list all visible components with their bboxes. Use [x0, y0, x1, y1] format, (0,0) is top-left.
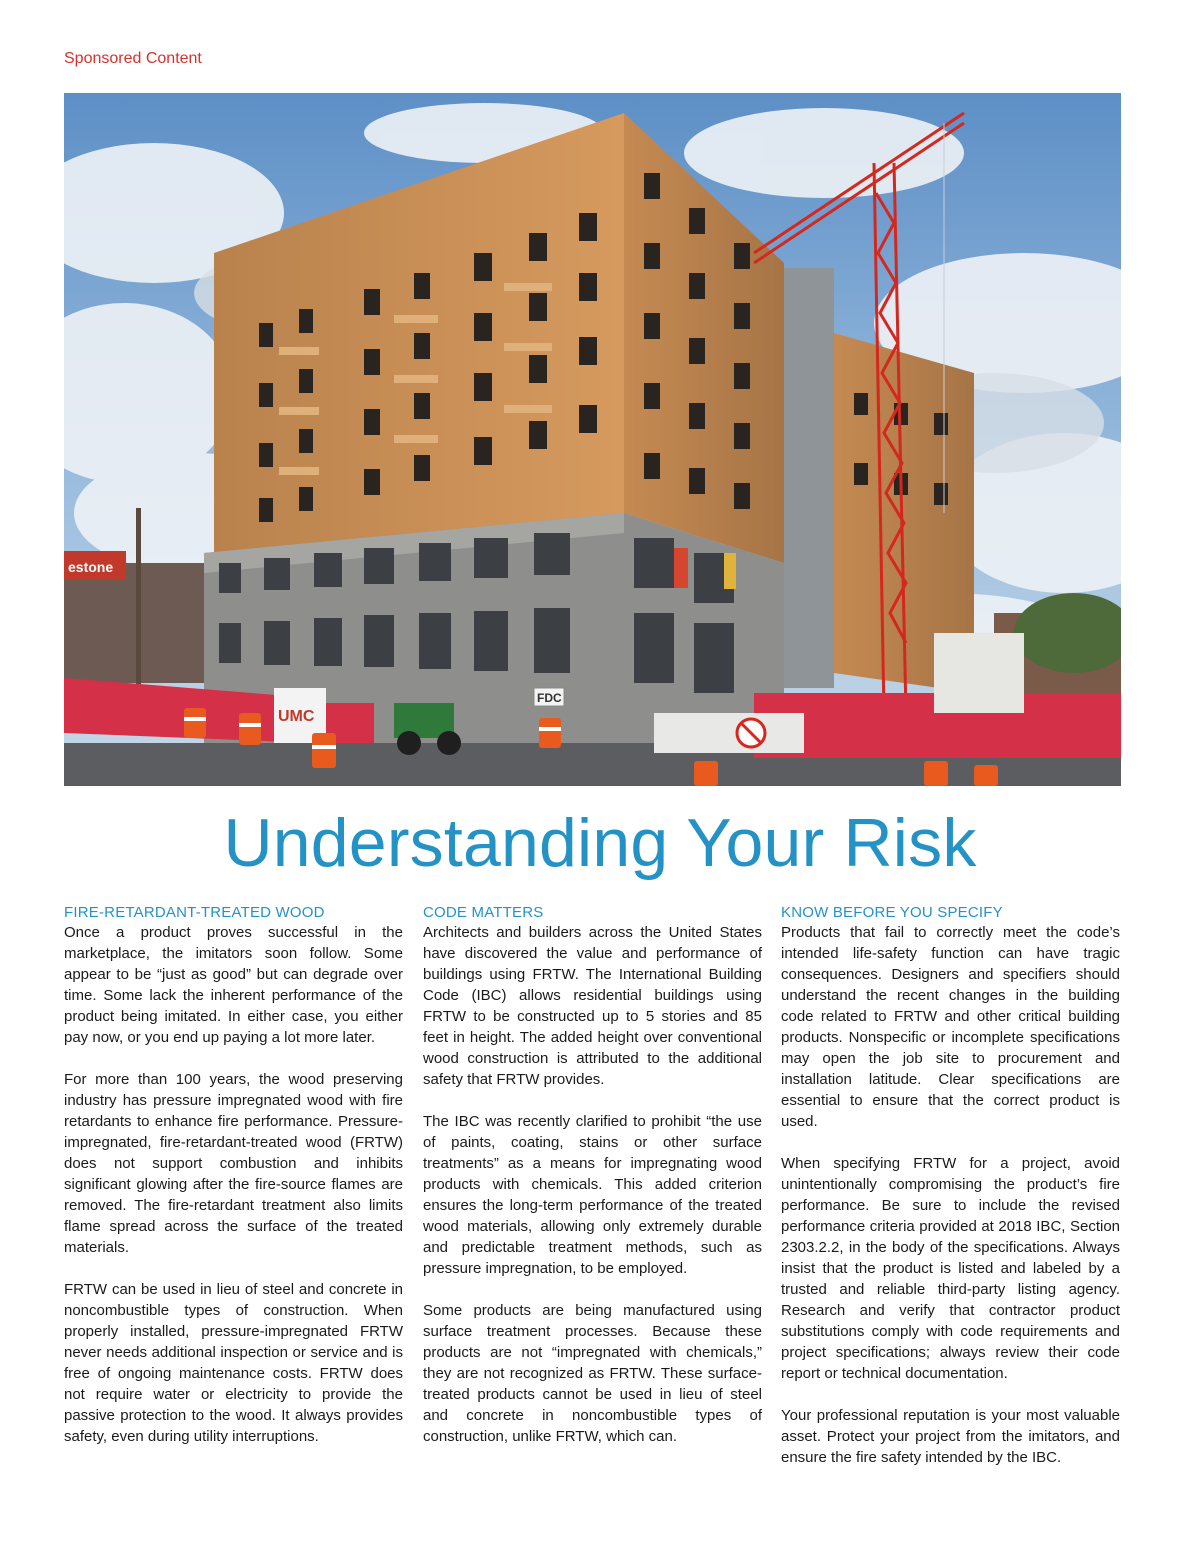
paragraph: Your professional reputation is your most valuable asset. Protect your project from the imitators, and ensure the fire safety intended by the IBC. — [781, 1407, 1120, 1466]
paragraph: For more than 100 years, the wood preserving industry has pressure impregnated wood with fire retardants to enhance fire performance. Pressure-impregnated, fire-retardant-treated wood (FRTW) does not support combustion and inhibits significant glowing after the fire-source flames are removed. The fire-retardant treatment also limits flame spread across the surface of the treated materials. — [64, 1071, 403, 1256]
column-heading: CODE MATTERS — [423, 904, 544, 921]
column-heading: KNOW BEFORE YOU SPECIFY — [781, 904, 1003, 921]
paragraph: Some products are being manufactured using surface treatment processes. Because these products are not “impregnated with chemicals,” they are not recognized as FRTW. These surface-treated products cannot be used in lieu of steel and concrete in noncombustible types of construction, unlike FRTW, which can. — [423, 1302, 762, 1445]
paragraph: Products that fail to correctly meet the code’s intended life-safety function can have tragic consequences. Designers and specifiers should understand the recent changes in the building code related to FRTW and other critical building products. Nonspecific or incomplete specifications may open the job site to procurement and installation latitude. Clear specifications are essential to ensure that the correct product is used. — [781, 924, 1120, 1130]
column-heading: FIRE-RETARDANT-TREATED WOOD — [64, 904, 325, 921]
paragraph: The IBC was recently clarified to prohibit “the use of paints, coating, stains or other surface treatments” as a means for impregnating wood products with chemicals. This added criterion ensures the long-term performance of the treated wood materials, allowing only extremely durable and predictable treatment methods, such as pressure impregnation, to be employed. — [423, 1113, 762, 1277]
paragraph: Once a product proves successful in the marketplace, the imitators soon follow. Some appear to be “just as good” but can degrade over time. Some lack the inherent performance of the product being imitated. In either case, you either pay now, or you end up paying a lot more later. — [64, 924, 403, 1046]
article-title: Understanding Your Risk — [223, 805, 977, 881]
hero-photo — [64, 93, 1121, 786]
estone-sign-text: estone — [68, 559, 114, 575]
paragraph: Architects and builders across the United States have discovered the value and performance of buildings using FRTW. The International Building Code (IBC) allows residential buildings using FRTW to be constructed up to 5 stories and 85 feet in height. The added height over conventional wood construction is attributed to the additional safety that FRTW provides. — [423, 924, 762, 1088]
column-know-before-you-specify — [781, 904, 1120, 1489]
sponsored-content-label: Sponsored Content — [64, 50, 202, 67]
fdc-sign-text: FDC — [537, 691, 562, 705]
construction-site-image — [64, 93, 1121, 786]
column-frtw — [64, 904, 403, 1468]
paragraph: When specifying FRTW for a project, avoid unintentionally compromising the product’s fire performance. Be sure to include the revised performance criteria provided at 2018 IBC, Section 2303.2.2, in the body of the specifications. Always insist that the product is listed and labeled by a trusted and reliable third-party listing agency. Research and verify that contractor product substitutions comply with code requirements and project specifications; always review their code report or technical documentation. — [781, 1155, 1120, 1382]
umc-sign-text: UMC — [278, 708, 315, 725]
paragraph: FRTW can be used in lieu of steel and concrete in noncombustible types of construction. When properly installed, pressure-impregnated FRTW never needs additional inspection or service and is free of ongoing maintenance costs. FRTW does not require water or electricity to provide the passive protection to the wood. It always provides safety, even during utility interruptions. — [64, 1281, 403, 1445]
column-code-matters — [423, 904, 762, 1468]
